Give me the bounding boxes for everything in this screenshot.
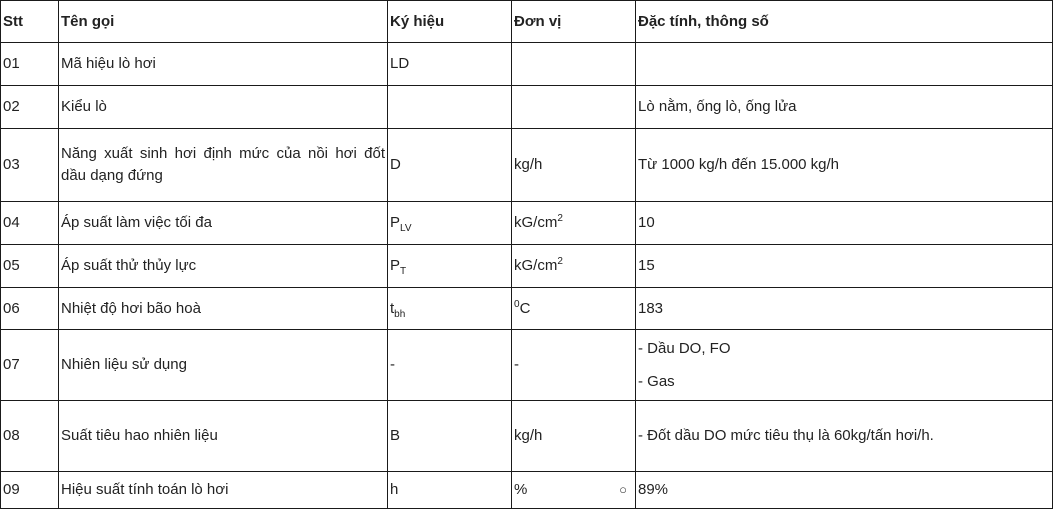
circle-icon: ○ <box>619 482 627 497</box>
header-dac-tinh: Đặc tính, thông số <box>636 1 1053 43</box>
cell-dac-tinh: 183 <box>636 288 1053 330</box>
cell-stt: 04 <box>1 202 59 245</box>
cell-dac-tinh: Lò nằm, ống lò, ống lửa <box>636 86 1053 129</box>
symbol-base: P <box>390 214 401 231</box>
cell-ten-goi: Suất tiêu hao nhiên liệu <box>59 401 388 472</box>
table-row <box>1 472 1053 509</box>
cell-don-vi: - <box>512 330 636 401</box>
cell-don-vi <box>512 202 636 245</box>
cell-don-vi <box>512 245 636 288</box>
cell-ten-goi-line-1: Năng xuất sinh hơi định mức của nồi hơi đốt <box>61 145 385 162</box>
table-row <box>1 401 1053 472</box>
cell-ten-goi: Nhiệt độ hơi bão hoà <box>59 288 388 330</box>
cell-ten-goi <box>59 129 388 202</box>
unit-base: kG/cm <box>514 257 558 274</box>
unit-superscript: 0 <box>514 298 520 310</box>
symbol-subscript: bh <box>394 308 406 320</box>
cell-don-vi <box>512 288 636 330</box>
cell-don-vi: kg/h <box>512 401 636 472</box>
cell-stt: 09 <box>1 472 59 509</box>
symbol-base: P <box>390 257 401 274</box>
table-header-row <box>1 1 1053 43</box>
cell-don-vi <box>512 472 636 509</box>
cell-ky-hieu <box>388 245 512 288</box>
unit-superscript: 2 <box>557 256 563 267</box>
table-row <box>1 129 1053 202</box>
header-don-vi: Đơn vị <box>512 1 636 43</box>
unit-base: kG/cm <box>514 214 558 231</box>
cell-dac-tinh: 15 <box>636 245 1053 288</box>
cell-dac-tinh: Từ 1000 kg/h đến 15.000 kg/h <box>636 129 1053 202</box>
header-stt: Stt <box>1 1 59 43</box>
cell-don-vi: kg/h <box>512 129 636 202</box>
cell-ky-hieu: D <box>388 129 512 202</box>
cell-dac-tinh: - Đốt dầu DO mức tiêu thụ là 60kg/tấn hơi/h. <box>636 401 1053 472</box>
cell-don-vi <box>512 43 636 86</box>
symbol-subscript: LV <box>400 223 412 234</box>
unit-base: C <box>519 299 531 317</box>
cell-stt: 08 <box>1 401 59 472</box>
table-row <box>1 43 1053 86</box>
cell-ky-hieu <box>388 202 512 245</box>
cell-ten-goi: Nhiên liệu sử dụng <box>59 330 388 401</box>
cell-dac-tinh <box>636 330 1053 401</box>
header-ten-goi: Tên gọi <box>59 1 388 43</box>
cell-dac-tinh <box>636 43 1053 86</box>
cell-ky-hieu: - <box>388 330 512 401</box>
symbol-base: t <box>390 299 395 317</box>
table-row <box>1 330 1053 401</box>
fuel-item-gas: - Gas <box>638 373 675 390</box>
cell-dac-tinh: 89% <box>636 472 1053 509</box>
cell-ky-hieu: h <box>388 472 512 509</box>
cell-ten-goi-line-2: dầu dạng đứng <box>61 167 163 184</box>
cell-stt: 06 <box>1 288 59 330</box>
cell-stt: 07 <box>1 330 59 401</box>
table-row <box>1 288 1053 330</box>
unit-superscript: 2 <box>557 213 563 224</box>
cell-ten-goi: Kiểu lò <box>59 86 388 129</box>
cell-ky-hieu: B <box>388 401 512 472</box>
cell-stt: 05 <box>1 245 59 288</box>
cell-ten-goi: Áp suất thử thủy lực <box>59 245 388 288</box>
cell-dac-tinh: 10 <box>636 202 1053 245</box>
cell-stt: 03 <box>1 129 59 202</box>
unit-base: % <box>514 481 528 498</box>
cell-stt: 01 <box>1 43 59 86</box>
cell-ky-hieu <box>388 86 512 129</box>
cell-stt: 02 <box>1 86 59 129</box>
fuel-item-do-fo: - Dầu DO, FO <box>638 340 731 357</box>
cell-ky-hieu <box>388 288 512 330</box>
cell-ten-goi: Mã hiệu lò hơi <box>59 43 388 86</box>
cell-ten-goi: Áp suất làm việc tối đa <box>59 202 388 245</box>
table-row <box>1 202 1053 245</box>
cell-ky-hieu: LD <box>388 43 512 86</box>
symbol-subscript: T <box>400 266 407 277</box>
cell-don-vi <box>512 86 636 129</box>
table-row <box>1 86 1053 129</box>
header-ky-hieu: Ký hiệu <box>388 1 512 43</box>
table-row <box>1 245 1053 288</box>
cell-ten-goi: Hiệu suất tính toán lò hơi <box>59 472 388 509</box>
